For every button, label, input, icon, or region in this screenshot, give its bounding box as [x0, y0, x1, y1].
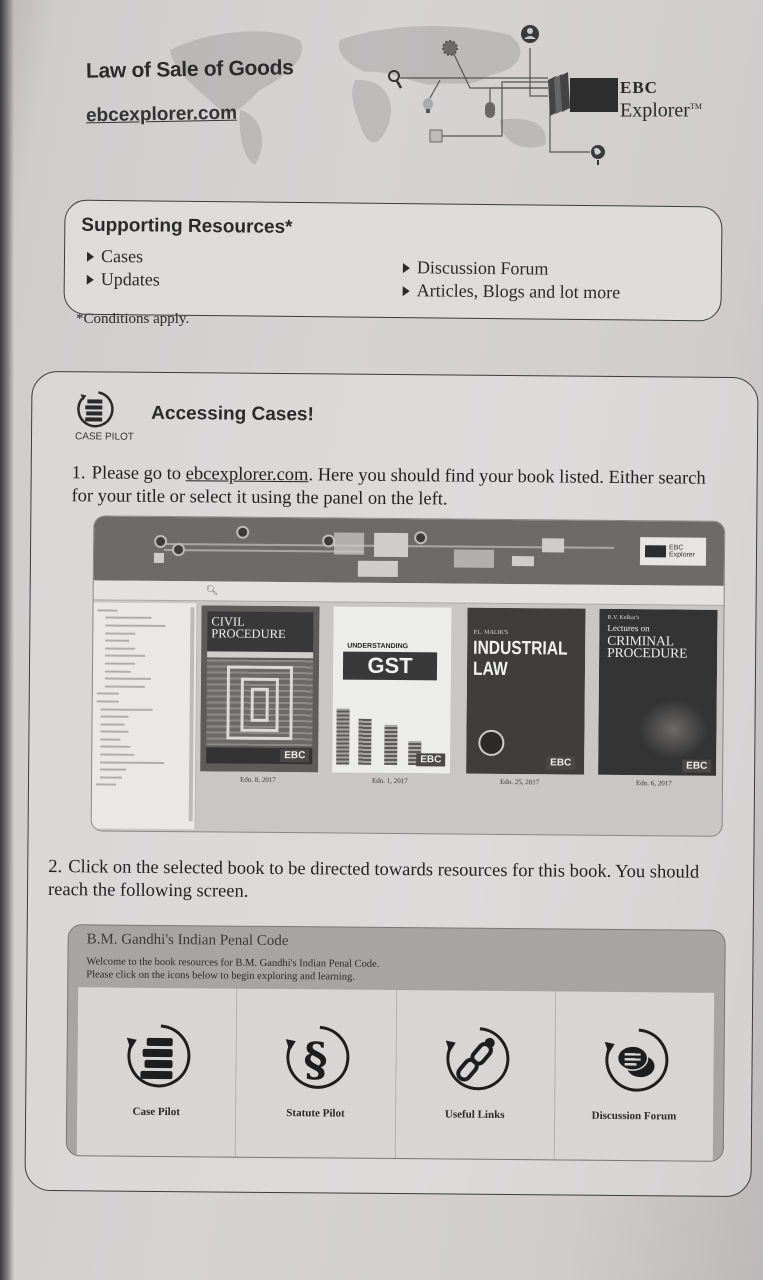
book-card-industrial-law[interactable]	[466, 608, 585, 775]
subject-sidebar-panel[interactable]	[92, 602, 198, 829]
social-icon	[154, 535, 167, 548]
publisher-mark: EBC	[280, 749, 309, 762]
resource-item-discussion-forum	[403, 256, 621, 281]
step-text: Please go to	[91, 463, 186, 485]
explorer-banner	[94, 516, 725, 585]
open-book-icon	[374, 533, 408, 557]
user-icon	[172, 543, 185, 556]
book-edition: Edn. 1, 2017	[371, 776, 408, 786]
monitor-books-icon	[548, 72, 618, 116]
search-icon[interactable]: 🔍︎	[205, 585, 219, 597]
book-grid	[200, 605, 722, 810]
case-pilot-icon	[72, 386, 118, 432]
chain-link-icon[interactable]	[435, 1018, 516, 1099]
resource-label: Updates	[100, 268, 160, 290]
gear-icon	[443, 41, 457, 55]
section-sign-icon[interactable]	[276, 1017, 357, 1098]
resource-item-cases	[87, 245, 160, 269]
book-edition: Edn. 25, 2017	[499, 777, 540, 787]
supporting-resources-title: Supporting Resources*	[81, 214, 293, 238]
certificate-icon	[542, 538, 564, 552]
publisher-mark: EBC	[546, 756, 575, 769]
case-pilot-caption: CASE PILOT	[74, 431, 134, 443]
step-2	[48, 856, 728, 908]
accessing-cases-box	[24, 371, 758, 1197]
step-number: 2.	[48, 857, 63, 878]
publisher-mark: EBC	[416, 753, 445, 766]
resources-list-left	[87, 245, 160, 292]
conditions-footnote: *Conditions apply.	[76, 311, 190, 327]
book-title-line: LAW	[472, 658, 508, 681]
bullet-triangle-icon	[403, 286, 410, 296]
resource-item-updates	[87, 268, 160, 292]
step-text: Click on the selected book to be directed towards resources for this book. You should reach the following screen.	[47, 857, 700, 902]
book-card-understanding-gst[interactable]	[332, 606, 451, 773]
book-card-civil-procedure[interactable]	[200, 605, 319, 772]
resources-welcome-text	[86, 955, 379, 984]
book-title-line: CRIMINAL	[607, 632, 675, 649]
step-text: . Here you should find your book listed. Either search for your title or select it using the panel on the left.	[71, 465, 706, 510]
book-author: R.V. Kelkar's	[607, 614, 640, 622]
resources-list-right	[403, 256, 621, 304]
tile-useful-links[interactable]	[395, 990, 556, 1159]
page-binding-shadow	[0, 0, 14, 1280]
ebcexplorer-link[interactable]: ebcexplorer.com	[85, 102, 238, 127]
tile-label: Useful Links	[444, 1108, 505, 1121]
resource-label: Cases	[100, 245, 144, 267]
book-edition: Edn. 6, 2017	[635, 779, 672, 788]
mouse-icon	[485, 102, 495, 118]
person-icon	[521, 25, 539, 43]
book-title-line: CIVIL	[211, 614, 245, 629]
globe-icon	[591, 145, 605, 165]
book-title-line: PROCEDURE	[211, 626, 286, 642]
idea-icon	[236, 526, 249, 539]
ebcexplorer-link[interactable]: ebcexplorer.com	[185, 464, 309, 486]
bullet-triangle-icon	[87, 251, 94, 261]
trademark: TM	[689, 102, 702, 111]
tile-label: Case Pilot	[132, 1105, 180, 1119]
publisher-mark: EBC	[682, 760, 711, 773]
accessing-cases-title: Accessing Cases!	[151, 402, 314, 426]
welcome-line: Please click on the icons below to begin exploring and learning.	[86, 969, 355, 983]
resource-item-articles	[403, 279, 621, 304]
page-header	[0, 0, 763, 190]
logo-line1: EBC	[620, 78, 658, 97]
book-author: P.L. MALIK'S	[473, 629, 509, 637]
svg-text:§: §	[303, 1032, 329, 1087]
explorer-logo-text: EBC Explorer	[668, 544, 696, 559]
explorer-search-bar[interactable]	[94, 580, 724, 605]
book-title-line: GST	[343, 652, 437, 681]
resource-label: Discussion Forum	[416, 257, 549, 279]
welcome-line: Welcome to the book resources for B.M. Gandhi's Indian Penal Code.	[86, 956, 380, 970]
book-resources-screenshot	[66, 924, 726, 1162]
explorer-logo	[640, 537, 706, 566]
supporting-resources-box	[63, 200, 722, 322]
books-stack-icon[interactable]	[116, 1016, 197, 1097]
book-title-line: PROCEDURE	[607, 644, 688, 661]
ebc-explorer-home-screenshot	[91, 515, 726, 837]
network-graphic	[380, 18, 640, 168]
resource-tiles-panel	[77, 987, 714, 1161]
tile-label: Statute Pilot	[286, 1107, 345, 1120]
logo-line2: Explorer	[620, 99, 690, 122]
ebc-explorer-logo	[620, 78, 702, 121]
book-title-line: UNDERSTANDING	[347, 642, 409, 651]
edition-row	[200, 775, 720, 796]
tile-statute-pilot[interactable]	[236, 989, 397, 1158]
book-card-criminal-procedure[interactable]	[598, 609, 717, 776]
tile-label: Discussion Forum	[591, 1109, 677, 1123]
magnifier-icon	[389, 71, 401, 88]
tile-case-pilot[interactable]	[77, 987, 238, 1156]
book-subtitle: Lectures on	[607, 622, 650, 634]
tile-discussion-forum[interactable]	[554, 991, 714, 1160]
chat-bubble-icon[interactable]	[594, 1020, 675, 1101]
camera-icon	[414, 531, 427, 544]
book-title: Law of Sale of Goods	[85, 56, 294, 83]
keyboard-icon	[358, 561, 398, 577]
book-title-line: INDUSTRIAL	[473, 637, 568, 660]
bullet-triangle-icon	[403, 263, 410, 273]
book-icon	[430, 130, 442, 142]
free-cd-badge	[478, 730, 504, 756]
step-1	[71, 462, 711, 514]
book-edition: Edn. 8, 2017	[239, 775, 276, 784]
bullet-triangle-icon	[87, 274, 94, 284]
resources-book-title: B.M. Gandhi's Indian Penal Code	[86, 931, 289, 950]
resource-label: Articles, Blogs and lot more	[416, 280, 621, 303]
lightbulb-icon	[423, 98, 433, 113]
step-number: 1.	[71, 463, 86, 484]
